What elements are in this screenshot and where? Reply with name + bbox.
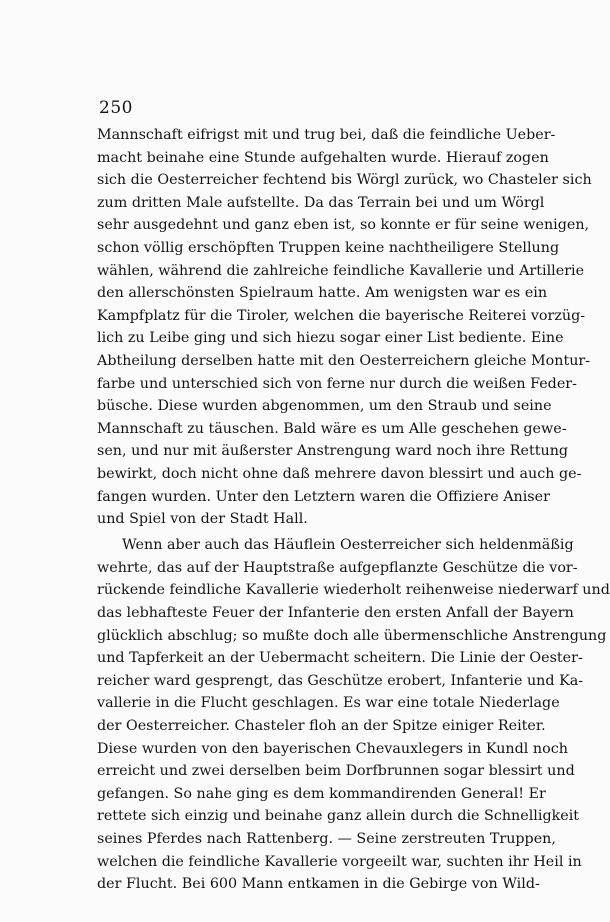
text-line: wählen, während die zahlreiche feindliche Kavallerie und Artillerie xyxy=(97,262,585,279)
text-line: schon völlig erschöpften Truppen keine nachtheiligere Stellung xyxy=(97,240,560,256)
text-line: Kampfplatz für die Tiroler, welchen die bayerische Reiterei vorzüg- xyxy=(97,307,586,324)
text-line: seines Pferdes nach Rattenberg. — Seine zerstreuten Truppen, xyxy=(97,831,556,847)
text-line: vallerie in die Flucht geschlagen. Es war eine totale Niederlage xyxy=(97,695,560,712)
text-line: fangen wurden. Unter den Letztern waren die Offiziere Aniser xyxy=(97,488,550,505)
text-line: Mannschaft eifrigst mit und trug bei, daß die feindliche Ueber- xyxy=(97,127,556,143)
text-line: welchen die feindliche Kavallerie vorgeeilt war, suchten ihr Heil in xyxy=(97,853,582,870)
text-line: rückende feindliche Kavallerie wiederholt reihenweise niederwarf und xyxy=(97,582,610,599)
text-line: Diese wurden von den bayerischen Chevauxlegers in Kundl noch xyxy=(97,740,568,757)
text-line: der Flucht. Bei 600 Mann entkamen in die Gebirge von Wild- xyxy=(97,876,540,893)
text-line: Mannschaft zu täuschen. Bald wäre es um Alle geschehen gewe- xyxy=(97,420,567,437)
text-line: bewirkt, doch nicht ohne daß mehrere davon blessirt und auch ge- xyxy=(97,466,582,482)
text-line: wehrte, das auf der Hauptstraße aufgepflanzte Geschütze die vor- xyxy=(97,559,578,576)
text-line: sen, und nur mit äußerster Anstrengung ward noch ihre Rettung xyxy=(97,443,569,460)
page-number: 250 xyxy=(99,98,133,118)
text-line: der Oesterreicher. Chasteler floh an der Spitze einiger Reiter. xyxy=(97,718,546,734)
text-line: zum dritten Male aufstellte. Da das Terrain bei und um Wörgl xyxy=(97,194,545,211)
text-line: büsche. Diese wurden abgenommen, um den Straub und seine xyxy=(97,398,552,415)
text-line: Abtheilung derselben hatte mit den Oesterreichern gleiche Montur- xyxy=(97,353,591,369)
text-line: und Spiel von der Stadt Hall. xyxy=(97,511,308,528)
text-line: farbe und unterschied sich von ferne nur durch die weißen Feder- xyxy=(97,375,577,392)
text-line: sehr ausgedehnt und ganz eben ist, so konnte er für seine wenigen, xyxy=(97,217,590,234)
text-line: und Tapferkeit an der Uebermacht scheitern. Die Linie der Oester- xyxy=(97,650,583,667)
text-line: Wenn aber auch das Häuflein Oesterreicher sich heldenmäßig xyxy=(122,537,574,554)
text-line: das lebhafteste Feuer der Infanterie den ersten Anfall der Bayern xyxy=(97,605,574,621)
text-line: sich die Oesterreicher fechtend bis Wörgl zurück, wo Chasteler sich xyxy=(97,172,592,189)
text-line: lich zu Leibe ging und sich hiezu sogar einer List bediente. Eine xyxy=(97,330,564,347)
text-line: erreicht und zwei derselben beim Dorfbrunnen sogar blessirt und xyxy=(97,763,575,780)
text-line: gefangen. So nahe ging es dem kommandirenden General! Er xyxy=(97,785,546,802)
text-line: reicher ward gesprengt, das Geschütze erobert, Infanterie und Ka- xyxy=(97,672,584,689)
text-line: rettete sich einzig und beinahe ganz allein durch die Schnelligkeit xyxy=(97,808,580,825)
text-line: macht beinahe eine Stunde aufgehalten wurde. Hierauf zogen xyxy=(97,149,549,166)
text-line: den allerschönsten Spielraum hatte. Am wenigsten war es ein xyxy=(97,285,548,302)
text-line: glücklich abschlug; so mußte doch alle übermenschliche Anstrengung xyxy=(97,627,607,644)
